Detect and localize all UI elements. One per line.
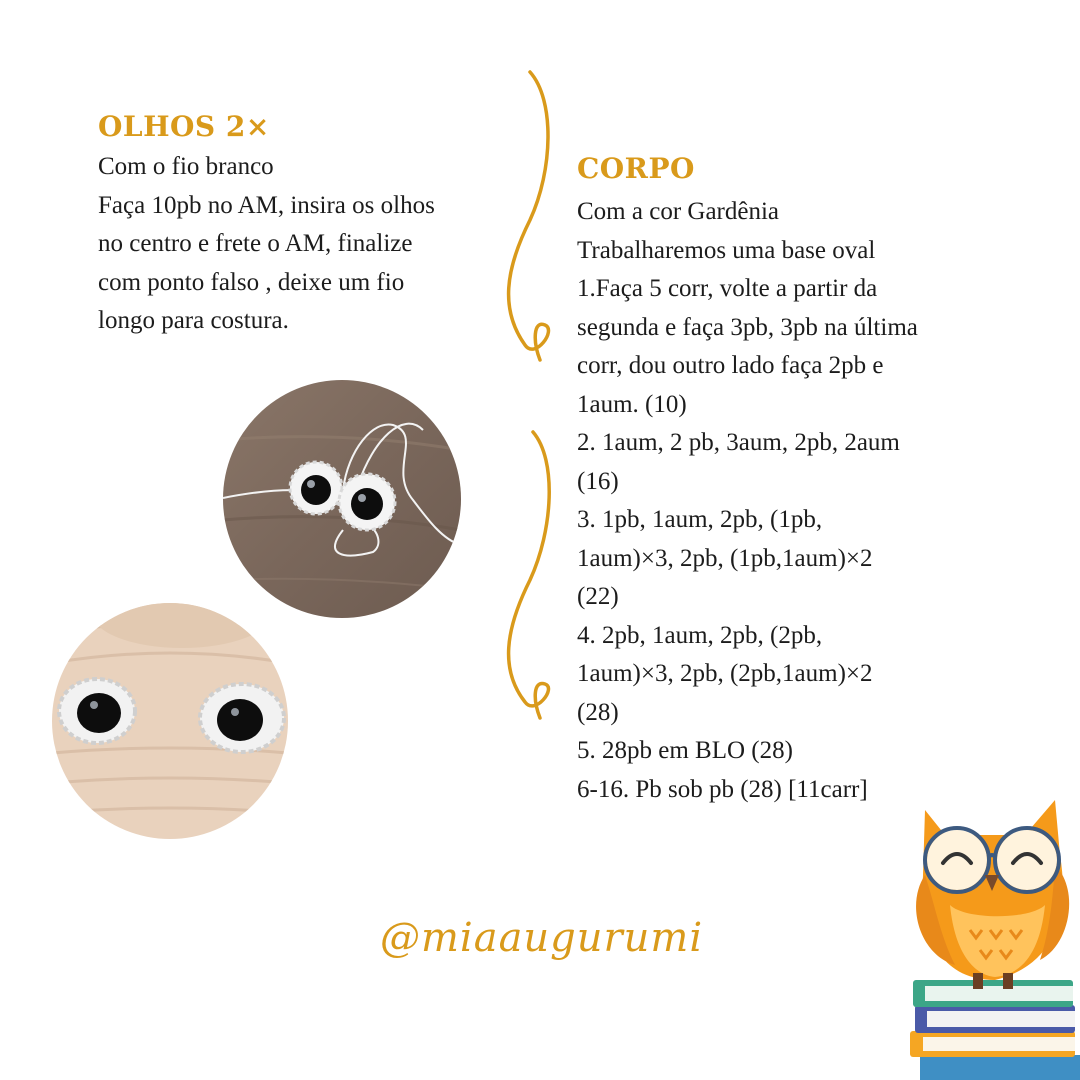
instruction-line: 6-16. Pb sob pb (28) [11carr] [577,775,868,803]
instruction-line: corr, dou outro lado faça 2pb e [577,352,884,379]
instruction-line: Com a cor Gardênia [577,198,780,225]
author-handle: @miaaugurumi [380,915,704,961]
body-section-title: CORPO [577,152,695,185]
instruction-line: 3. 1pb, 1aum, 2pb, (1pb, [577,506,823,533]
instruction-line: Faça 10pb no AM, insira os olhos [98,191,435,219]
eyes-instructions [98,148,435,341]
books-icon [910,980,1080,1080]
owl-on-books-illustration [895,795,1080,1080]
instruction-line: Com o fio branco [98,153,274,180]
instruction-line: 1aum)×3, 2pb, (2pb,1aum)×2 [577,660,873,687]
owl-icon [916,800,1069,989]
instruction-line: (28) [577,698,619,726]
eyes-section-title: OLHOS 2× [98,110,270,143]
instruction-line: (22) [577,583,619,610]
squiggle-divider [495,60,575,780]
crochet-eyes-photo [223,380,461,618]
instruction-line: 1.Faça 5 corr, volte a partir da [577,275,878,302]
instruction-line: 2. 1aum, 2 pb, 3aum, 2pb, 2aum [577,429,900,456]
instruction-line: longo para costura. [98,307,289,334]
instruction-line: segunda e faça 3pb, 3pb na última [577,313,918,341]
instruction-line: 1aum)×3, 2pb, (1pb,1aum)×2 [577,544,873,572]
instruction-line: no centro e frete o AM, finalize [98,230,413,257]
crochet-body-eyes-photo [52,603,288,839]
instruction-line: 1aum. (10) [577,390,687,418]
instruction-line: com ponto falso , deixe um fio [98,268,405,296]
body-instructions [577,193,918,809]
instruction-line: 4. 2pb, 1aum, 2pb, (2pb, [577,621,823,649]
instruction-line: 5. 28pb em BLO (28) [577,737,793,764]
instruction-line: (16) [577,467,619,495]
instruction-line: Trabalharemos uma base oval [577,236,876,264]
